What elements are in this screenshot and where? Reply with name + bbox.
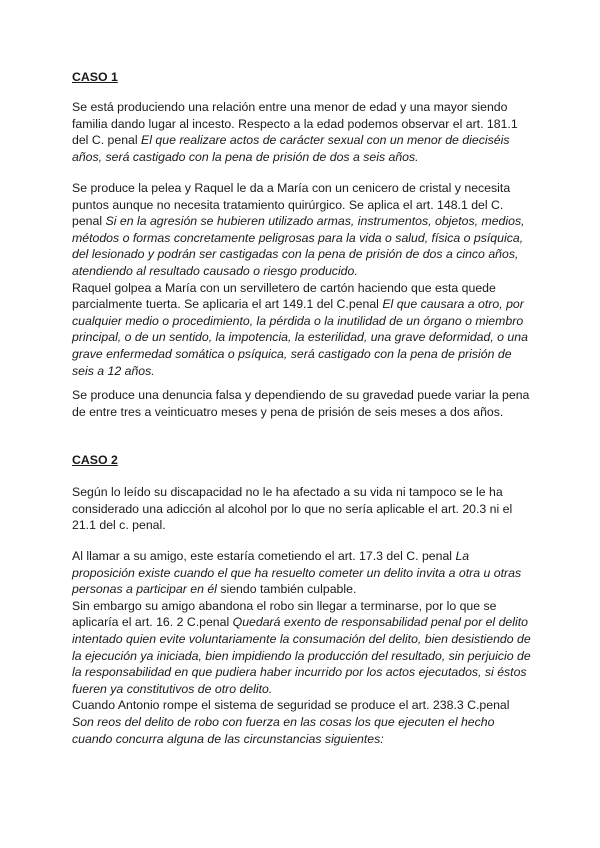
text-line <box>72 614 532 631</box>
text-run: Raquel golpea a María con un servilletero de cartón haciendo que esta quede <box>72 280 496 295</box>
caso-1-heading: CASO 1 <box>72 70 118 84</box>
italic-legal-quote: personas a participar en él <box>72 582 217 597</box>
italic-legal-quote: la responsabilidad en que pudiera haber incurrido por los actos ejecutados, si éstos <box>72 665 527 680</box>
text-line <box>72 329 532 346</box>
text-run: Sin embargo su amigo abandona el robo sin llegar a terminarse, por lo que se <box>72 598 497 613</box>
caso-1-paragraph-1 <box>72 99 532 165</box>
italic-legal-quote: años, será castigado con la pena de prisión de dos a seis años. <box>72 149 419 164</box>
text-line <box>72 230 532 247</box>
caso-2-paragraph-2 <box>72 548 532 747</box>
text-run: parcialmente tuerta. Se aplicaria el art 149.1 del C.penal <box>72 297 383 312</box>
italic-legal-quote: seis a 12 años. <box>72 363 155 378</box>
text-run: puntos aunque no necesita tratamiento quirúrgico. Se aplica el art. 148.1 del C. <box>72 197 504 212</box>
italic-legal-quote: atendiendo al resultado causado o riesgo producido. <box>72 263 358 278</box>
text-line <box>72 714 532 731</box>
text-line <box>72 631 532 648</box>
italic-legal-quote: proposición existe cuando el que ha resuelto cometer un delito invita a otra u otras <box>72 565 522 580</box>
italic-legal-quote: El que realizare actos de carácter sexual con un menor de dieciséis <box>141 133 510 148</box>
caso-1-paragraph-3 <box>72 387 532 420</box>
text-line <box>72 598 532 615</box>
text-line <box>72 280 532 297</box>
text-run: Cuando Antonio rompe el sistema de seguridad se produce el art. 238.3 C.penal <box>72 698 510 713</box>
italic-legal-quote: El que causara a otro, por <box>382 297 524 312</box>
text-line <box>72 246 532 263</box>
text-run: del C. penal <box>72 133 142 148</box>
text-line <box>72 197 532 214</box>
italic-legal-quote: intentado quien evite voluntariamente la consumación del delito, bien desistiendo de <box>72 631 531 646</box>
text-line <box>72 581 532 598</box>
text-line <box>72 99 532 116</box>
text-run: familia dando lugar al incesto. Respecto a la edad podemos observar el art. 181.1 <box>72 116 518 131</box>
text-line <box>72 180 532 197</box>
text-line <box>72 517 532 534</box>
text-line <box>72 149 532 166</box>
italic-legal-quote: grave enfermedad somática o psíquica, será castigado con la pena de prisión de <box>72 346 512 361</box>
italic-legal-quote: La <box>455 549 470 563</box>
italic-legal-quote: cuando concurra alguna de las circunstancias siguientes: <box>72 731 384 746</box>
text-run: Al llamar a su amigo, este estaría cometiendo el art. 17.3 del C. penal <box>72 549 456 563</box>
text-run: Se produce una denuncia falsa y dependiendo de su gravedad puede variar la pena <box>72 388 530 402</box>
text-line <box>72 363 532 380</box>
caso-2-heading: CASO 2 <box>72 453 118 467</box>
caso-2-paragraph-1 <box>72 484 532 534</box>
italic-legal-quote: fueren ya constitutivos de otro delito. <box>72 681 273 696</box>
text-run: considerado una adicción al alcohol por lo que no sería aplicable el art. 20.3 ni el <box>72 501 513 516</box>
text-run: siendo también culpable. <box>216 582 357 597</box>
italic-legal-quote: Son reos del delito de robo con fuerza en las cosas los que ejecuten el hecho <box>72 714 495 729</box>
text-line <box>72 548 532 565</box>
text-line <box>72 313 532 330</box>
text-line <box>72 387 532 404</box>
text-run: de entre tres a veinticuatro meses y pena de prisión de seis meses a dos años. <box>72 404 504 419</box>
text-run: Según lo leído su discapacidad no le ha afectado a su vida ni tampoco se le ha <box>72 485 503 499</box>
text-run: aplicaría el art. 16. 2 C.penal <box>72 615 233 630</box>
text-line <box>72 213 532 230</box>
italic-legal-quote: principal, o de un sentido, la impotencia, la esterilidad, una grave deformidad, o una <box>72 330 528 345</box>
text-line <box>72 116 532 133</box>
italic-legal-quote: Si en la agresión se hubieren utilizado armas, instrumentos, objetos, medios, <box>105 214 525 229</box>
italic-legal-quote: del lesionado y podrán ser castigadas con la pena de prisión de dos a cinco años, <box>72 247 519 262</box>
caso-1-paragraph-2 <box>72 180 532 379</box>
text-line <box>72 132 532 149</box>
text-run: 21.1 del c. penal. <box>72 518 166 533</box>
text-line <box>72 681 532 698</box>
italic-legal-quote: métodos o formas concretamente peligrosas para la vida o salud, física o psíquica, <box>72 230 524 245</box>
italic-legal-quote: Quedará exento de responsabilidad penal por el delito <box>232 615 528 630</box>
text-line <box>72 501 532 518</box>
text-line <box>72 731 532 748</box>
text-run: Se produce la pelea y Raquel le da a María con un cenicero de cristal y necesita <box>72 181 511 195</box>
text-line <box>72 565 532 582</box>
text-line <box>72 296 532 313</box>
italic-legal-quote: cualquier medio o procedimiento, la pérdida o la inutilidad de un órgano o miembro <box>72 313 524 328</box>
text-line <box>72 697 532 714</box>
text-run: penal <box>72 214 106 229</box>
text-line <box>72 648 532 665</box>
text-line <box>72 484 532 501</box>
italic-legal-quote: la ejecución ya iniciada, bien impidiendo la producción del resultado, sin perjuicio de <box>72 648 531 663</box>
text-line <box>72 664 532 681</box>
text-line <box>72 346 532 363</box>
text-line <box>72 263 532 280</box>
text-run: Se está produciendo una relación entre una menor de edad y una mayor siendo <box>72 100 508 114</box>
text-line <box>72 404 532 421</box>
